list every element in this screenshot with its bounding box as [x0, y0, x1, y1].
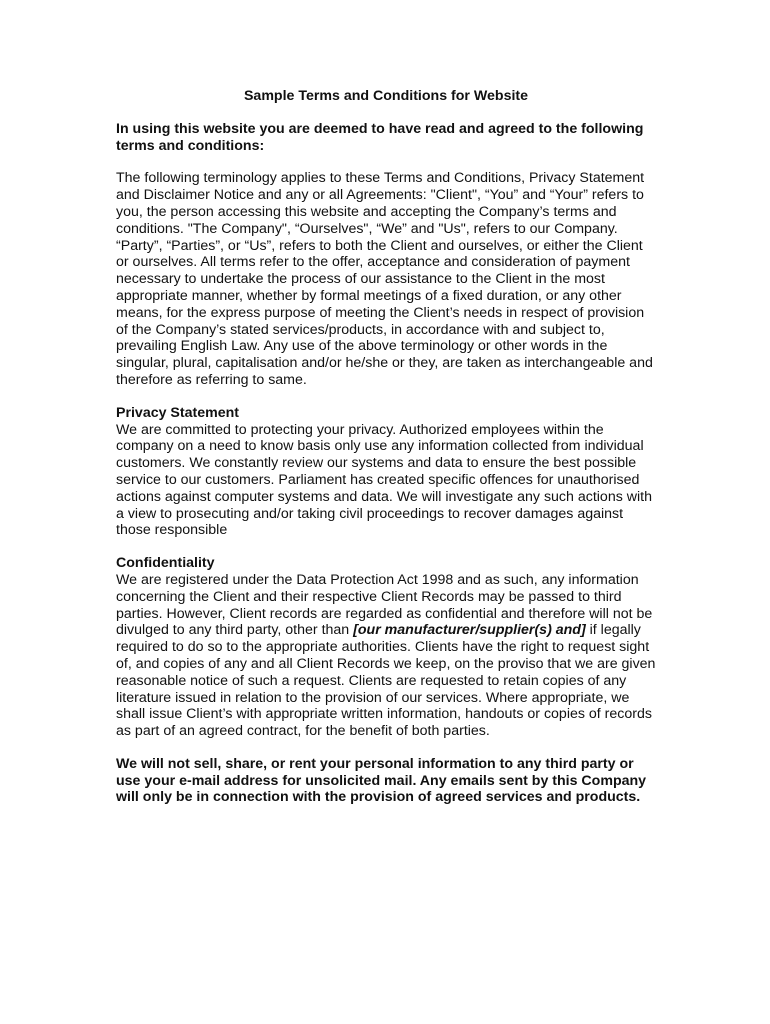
confidentiality-text-part1: We are registered under the Data Protection Act 1998 and as such, any information concerning the Client and their respective Client Records may be passed to third parties. However, Client records are regarded as confidential and therefore will not be divulged to any third party, other than: [116, 571, 653, 639]
confidentiality-heading: Confidentiality: [116, 555, 215, 572]
confidentiality-section: [116, 555, 656, 740]
intro-statement: In using this website you are deemed to have read and agreed to the following terms and conditions:: [116, 120, 644, 154]
confidentiality-text-part2: if legally required to do so to the appropriate authorities. Clients have the right to request sight of, and copies of any and all Client Records we keep, on the proviso that we are given reasonable notice of such a request. Clients are requested to retain copies of any literature issued in relation to the provision of our services. Where appropriate, we shall issue Client’s with appropriate written information, handouts or copies of records as part of an agreed contract, for the benefit of both parties.: [116, 622, 656, 740]
document-title: Sample Terms and Conditions for Website: [243, 88, 529, 104]
privacy-heading: Privacy Statement: [116, 404, 240, 421]
closing-statement: We will not sell, share, or rent your personal information to any third party or use your e-mail address for unsolicited mail. Any emails sent by this Company will only be in connection with the provision of agreed services and products.: [116, 755, 647, 806]
privacy-body: We are committed to protecting your privacy. Authorized employees within the company on a need to know basis only use any information collected from individual customers. We constantly review our systems and data to ensure the best possible service to our customers. Parliament has created specific offences for unauthorised actions against computer systems and data. We will investigate any such actions with a view to prosecuting and/or taking civil proceedings to recover damages against those responsible: [116, 421, 652, 539]
confidentiality-body: [116, 572, 656, 740]
terminology-paragraph: The following terminology applies to these Terms and Conditions, Privacy Statement and Disclaimer Notice and any or all Agreements: "Client", “You” and “Your” refers to you, the person accessing this website and accepting the Company’s terms and conditions. "The Company", “Ourselves", “We” and "Us", refers to our Company. “Party”, “Parties”, or “Us”, refers to both the Client and ourselves, or either the Client or ourselves. All terms refer to the offer, acceptance and consideration of payment necessary to undertake the process of our assistance to the Client in the most appropriate manner, whether by formal meetings of a fixed duration, or any other means, for the express purpose of meeting the Client’s needs in respect of provision of the Company’s stated services/products, in accordance with and subject to, prevailing English Law. Any use of the above terminology or other words in the singular, plural, capitalisation and/or he/she or they, are taken as interchangeable and therefore as referring to same.: [116, 170, 653, 388]
confidentiality-emphasis: [our manufacturer/supplier(s) and]: [353, 622, 586, 639]
privacy-section: [116, 405, 656, 539]
document-page: [116, 88, 656, 806]
